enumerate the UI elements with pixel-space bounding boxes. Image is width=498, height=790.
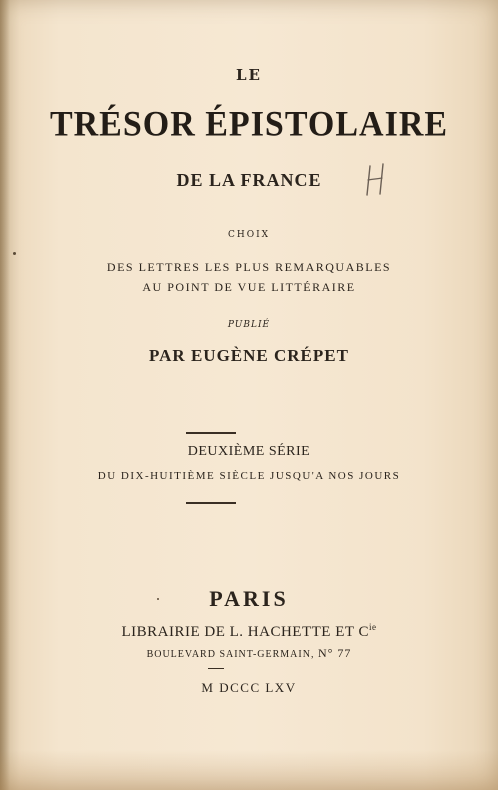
book-title: TRÉSOR ÉPISTOLAIRE — [49, 104, 449, 145]
imprint-city: PARIS — [209, 586, 289, 611]
publie-label: PUBLIÉ — [227, 320, 271, 330]
handwritten-annotation-h — [362, 162, 392, 198]
series-label: DEUXIÈME SÉRIE — [187, 444, 311, 459]
paper-speck — [13, 252, 16, 255]
divider-rule-top — [186, 432, 236, 434]
period-label: DU DIX-HUITIÈME SIÈCLE JUSQU'A NOS JOURS — [97, 470, 401, 482]
paper-speck — [157, 598, 159, 600]
description-line-2: AU POINT DE VUE LITTÉRAIRE — [142, 280, 356, 294]
divider-rule-bottom — [186, 502, 236, 504]
imprint-publisher — [0, 622, 498, 641]
address-street: BOULEVARD SAINT-GERMAIN, — [146, 649, 315, 660]
imprint-year: M DCCC LXV — [201, 680, 297, 695]
title-article: LE — [236, 66, 262, 84]
choix-label: CHOIX — [227, 230, 271, 240]
book-subtitle: DE LA FRANCE — [176, 170, 322, 190]
divider-rule-small — [208, 668, 224, 669]
publisher-suffix: ie — [369, 622, 377, 632]
publisher-name: LIBRAIRIE DE L. HACHETTE ET C — [121, 624, 370, 640]
imprint-address — [0, 646, 498, 661]
page-stain — [0, 750, 498, 790]
author-line: PAR EUGÈNE CRÉPET — [149, 346, 349, 365]
address-number: N° 77 — [317, 646, 352, 660]
description-line-1: DES LETTRES LES PLUS REMARQUABLES — [106, 260, 392, 274]
